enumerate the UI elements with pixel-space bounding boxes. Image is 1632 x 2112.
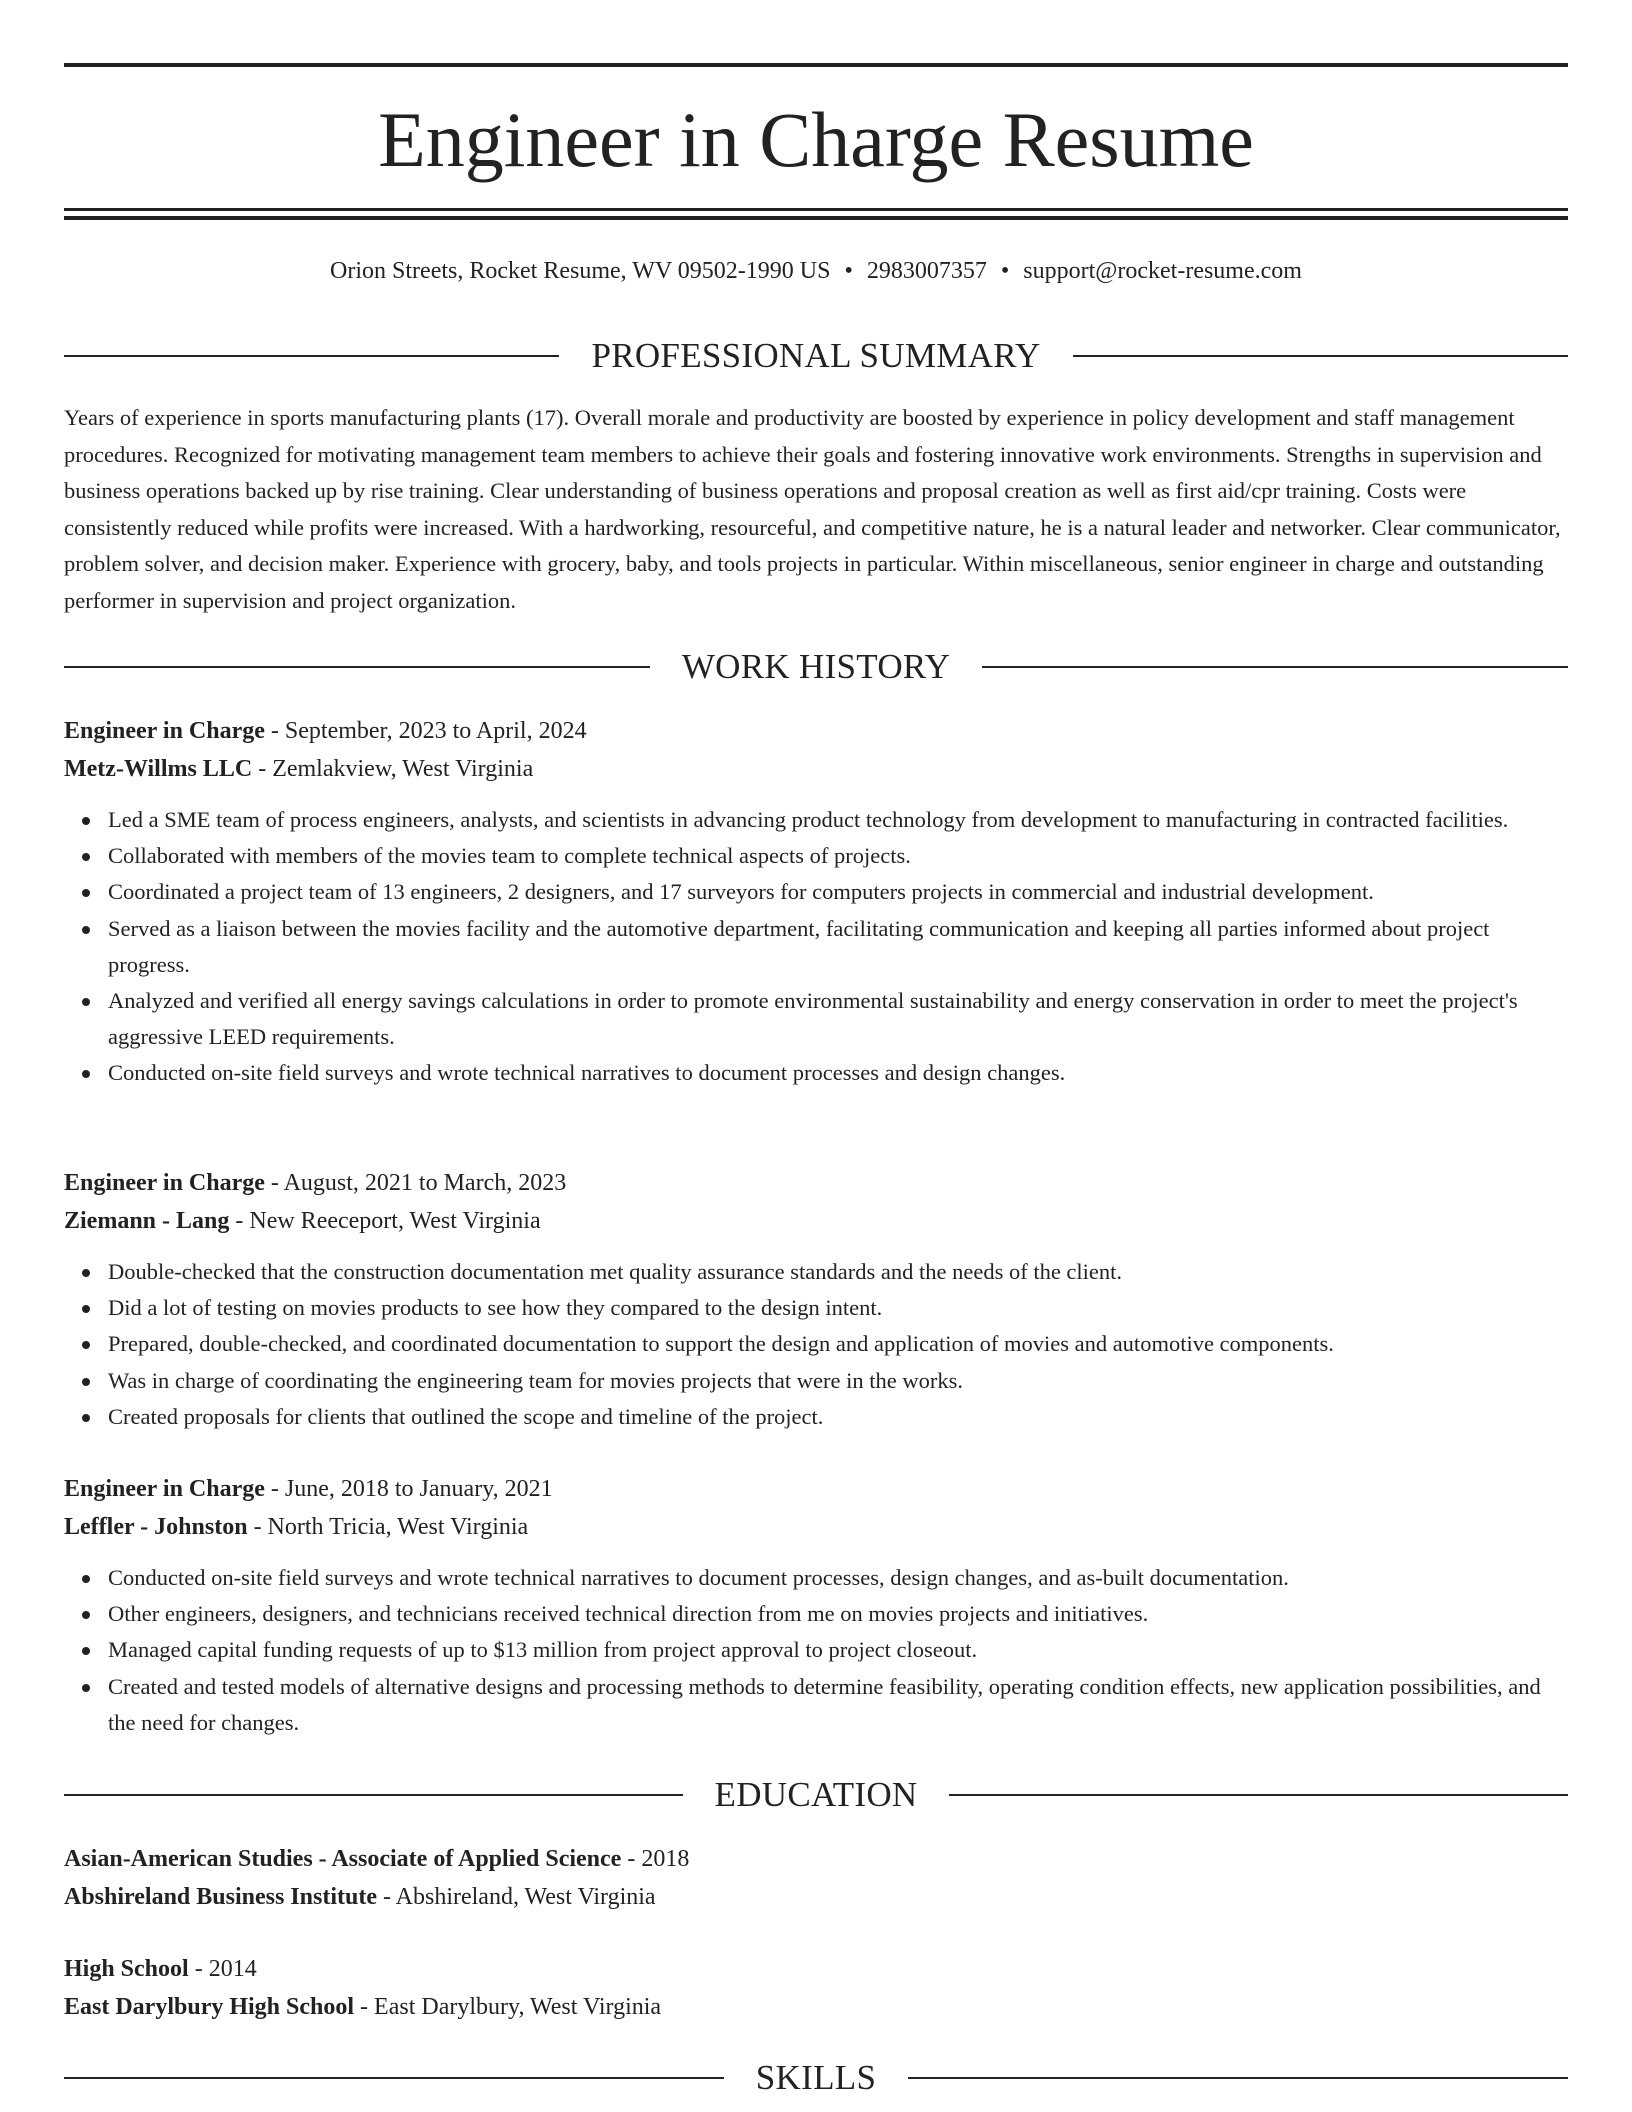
education-degree-line (64, 1950, 1568, 1988)
job-title: Engineer in Charge (64, 1170, 265, 1196)
section-title: WORK HISTORY (681, 647, 951, 686)
job-bullet: Managed capital funding requests of up to $13 million from project approval to project closeout. (108, 1632, 1568, 1668)
job-title-line (64, 1164, 1568, 1202)
header-bottom-rule-lower (64, 216, 1568, 220)
job-dates: - September, 2023 to April, 2024 (264, 718, 587, 744)
section-title: SKILLS (755, 2058, 877, 2097)
section-rule-right (908, 2077, 1568, 2079)
job-bullet: Collaborated with members of the movies team to complete technical aspects of projects. (108, 838, 1568, 874)
job-company: Metz-Willms LLC (64, 756, 253, 782)
job-title-line (64, 1470, 1568, 1508)
job-entry (64, 712, 1568, 1092)
contact-separator: • (844, 258, 853, 284)
education-degree: High School (64, 1956, 189, 1982)
job-dates: - August, 2021 to March, 2023 (264, 1170, 567, 1196)
job-bullets (64, 1254, 1568, 1435)
job-entry (64, 1164, 1568, 1435)
education-school: Abshireland Business Institute (64, 1884, 377, 1910)
job-bullet: Conducted on-site field surveys and wrote technical narratives to document processes, design changes, and as-built documentation. (108, 1560, 1568, 1596)
job-bullet: Was in charge of coordinating the engineering team for movies projects that were in the works. (108, 1363, 1568, 1399)
section-heading-work-history (64, 645, 1568, 689)
education-year: - 2014 (188, 1956, 257, 1982)
job-title: Engineer in Charge (64, 718, 265, 744)
job-bullet: Served as a liaison between the movies facility and the automotive department, facilitating communication and keeping all parties informed about project progress. (108, 911, 1568, 983)
job-bullet: Analyzed and verified all energy savings calculations in order to promote environmental sustainability and energy conservation in order to meet the project's aggressive LEED requirements. (108, 983, 1568, 1055)
job-bullet: Created proposals for clients that outlined the scope and timeline of the project. (108, 1399, 1568, 1435)
section-rule-right (982, 666, 1568, 668)
section-title: EDUCATION (714, 1775, 918, 1814)
job-title-line (64, 712, 1568, 750)
education-school: East Darylbury High School (64, 1994, 355, 2020)
section-heading-skills (64, 2056, 1568, 2100)
job-bullet: Coordinated a project team of 13 engineers, 2 designers, and 17 surveyors for computers projects in commercial and industrial development. (108, 874, 1568, 910)
contact-separator: • (1000, 258, 1010, 284)
job-location: - Zemlakview, West Virginia (252, 756, 534, 782)
job-entry (64, 1470, 1568, 1741)
job-bullet: Led a SME team of process engineers, analysts, and scientists in advancing product technology from development to manufacturing in contracted facilities. (108, 802, 1568, 838)
job-company-line (64, 1508, 1568, 1546)
header-top-rule (64, 63, 1568, 67)
header-bottom-rule-upper (64, 208, 1568, 211)
job-title: Engineer in Charge (64, 1476, 265, 1502)
section-rule-left (64, 1794, 683, 1796)
job-bullet: Created and tested models of alternative designs and processing methods to determine feasibility, operating condition effects, new application possibilities, and the need for changes. (108, 1669, 1568, 1741)
contact-address: Orion Streets, Rocket Resume, WV 09502-1990 US (330, 258, 831, 284)
contact-phone: 2983007357 (866, 258, 987, 284)
section-rule-left (64, 666, 650, 668)
contact-line (64, 254, 1568, 288)
job-company: Leffler - Johnston (64, 1514, 248, 1540)
section-title: PROFESSIONAL SUMMARY (591, 336, 1041, 375)
education-degree: Asian-American Studies - Associate of Applied Science (64, 1846, 622, 1872)
education-school-line (64, 1988, 1568, 2026)
education-year: - 2018 (621, 1846, 690, 1872)
job-bullet: Conducted on-site field surveys and wrote technical narratives to document processes and design changes. (108, 1055, 1568, 1091)
education-school-line (64, 1878, 1568, 1916)
section-heading-summary (64, 334, 1568, 378)
education-location: - Abshireland, West Virginia (376, 1884, 656, 1910)
section-rule-right (949, 1794, 1568, 1796)
job-company-line (64, 1202, 1568, 1240)
education-degree-line (64, 1840, 1568, 1878)
education-entry (64, 1950, 1568, 2026)
job-bullet: Prepared, double-checked, and coordinated documentation to support the design and application of movies and automotive components. (108, 1326, 1568, 1362)
contact-email: support@rocket-resume.com (1023, 258, 1302, 284)
education-location: - East Darylbury, West Virginia (354, 1994, 662, 2020)
job-company: Ziemann - Lang (64, 1208, 230, 1234)
job-location: - North Tricia, West Virginia (247, 1514, 529, 1540)
section-rule-left (64, 2077, 724, 2079)
job-bullet: Did a lot of testing on movies products to see how they compared to the design intent. (108, 1290, 1568, 1326)
section-rule-right (1073, 355, 1568, 357)
resume-title: Engineer in Charge Resume (378, 96, 1254, 183)
job-location: - New Reeceport, West Virginia (229, 1208, 541, 1234)
job-bullet: Other engineers, designers, and technicians received technical direction from me on movies projects and initiatives. (108, 1596, 1568, 1632)
job-company-line (64, 750, 1568, 788)
section-heading-education (64, 1773, 1568, 1817)
job-dates: - June, 2018 to January, 2021 (264, 1476, 553, 1502)
job-bullets (64, 802, 1568, 1092)
section-rule-left (64, 355, 559, 357)
job-bullets (64, 1560, 1568, 1741)
education-entry (64, 1840, 1568, 1916)
summary-paragraph: Years of experience in sports manufacturing plants (17). Overall morale and productivity are boosted by experience in policy development and staff management procedures. Recognized for motivating management team members to achieve their goals and fostering innovative work environments. Strengths in supervision and business operations backed up by rise training. Clear understanding of business operations and proposal creation as well as first aid/cpr training. Costs were consistently reduced while profits were increased. With a hardworking, resourceful, and competitive nature, he is a natural leader and networker. Clear communicator, problem solver, and decision maker. Experience with grocery, baby, and tools projects in particular. Within miscellaneous, senior engineer in charge and outstanding performer in supervision and project organization. (64, 405, 1561, 613)
job-bullet: Double-checked that the construction documentation met quality assurance standards and the needs of the client. (108, 1254, 1568, 1290)
